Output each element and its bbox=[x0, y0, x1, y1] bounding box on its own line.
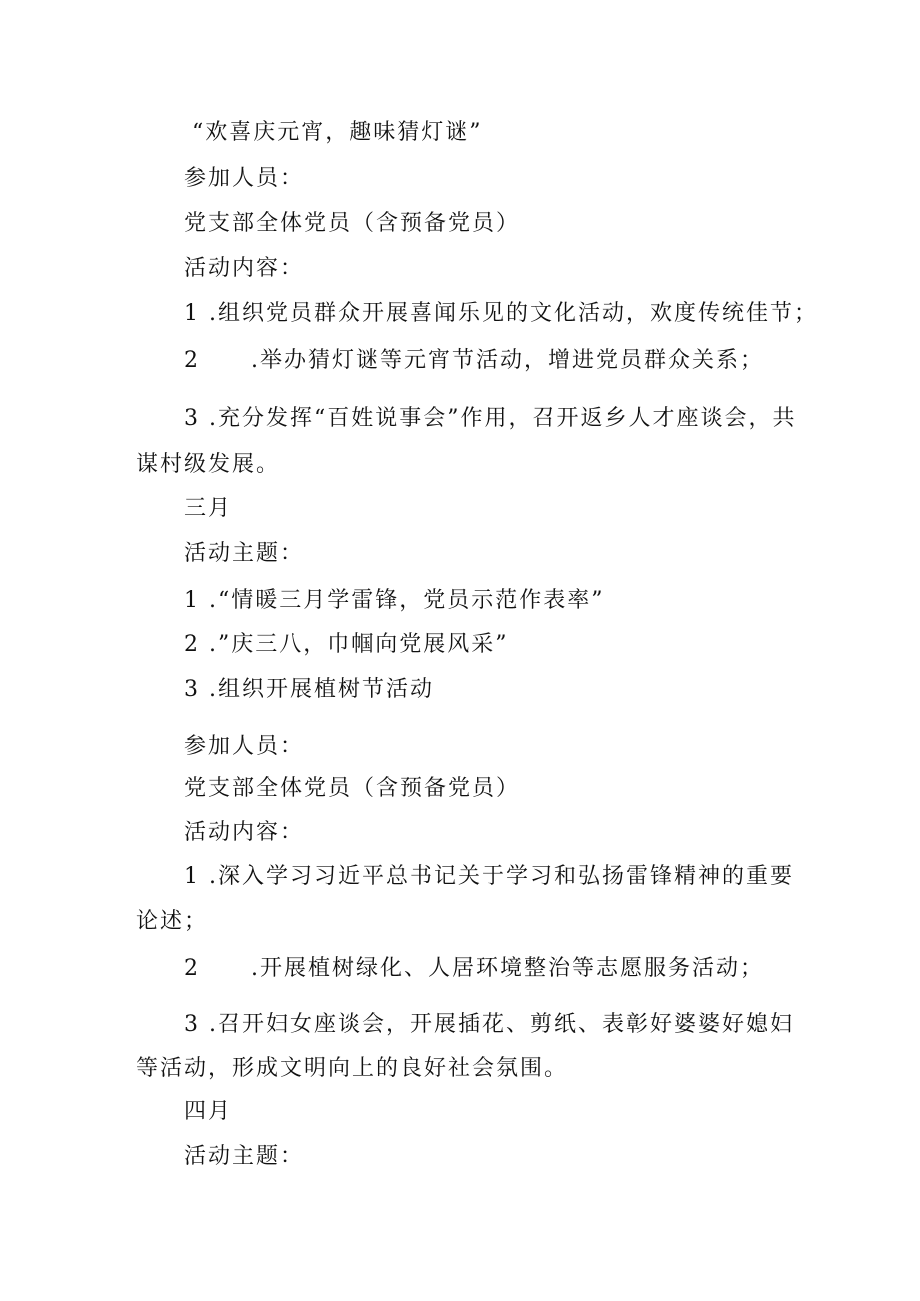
content-item-2 bbox=[184, 348, 764, 374]
march-content-item-1-continued: 论述； bbox=[136, 909, 209, 934]
month-march-heading: 三月 bbox=[184, 496, 233, 521]
content-heading: 活动内容： bbox=[184, 256, 305, 281]
march-content-item-1: 1 .深入学习习近平总书记关于学习和弘扬雷锋精神的重要 bbox=[184, 864, 794, 889]
content-item-3-continued: 谋村级发展。 bbox=[136, 452, 281, 477]
march-content-item-2-text: .开展植树绿化、人居环境整治等志愿服务活动； bbox=[251, 956, 764, 981]
march-content-item-2-number: 2 bbox=[184, 956, 200, 981]
content-heading-march: 活动内容： bbox=[184, 820, 305, 845]
theme-heading-april: 活动主题： bbox=[184, 1144, 305, 1169]
march-content-item-3: 3 .召开妇女座谈会，开展插花、剪纸、表彰好婆婆好媳妇 bbox=[184, 1012, 794, 1037]
march-content-item-3-continued: 等活动，形成文明向上的良好社会氛围。 bbox=[136, 1056, 569, 1081]
participants-heading-march: 参加人员： bbox=[184, 734, 305, 759]
activity-theme-title: “欢喜庆元宵，趣味猜灯谜” bbox=[192, 120, 483, 145]
content-item-3: 3 .充分发挥“百姓说事会”作用，召开返乡人才座谈会，共 bbox=[184, 406, 797, 431]
participants-text-march: 党支部全体党员（含预备党员） bbox=[184, 776, 521, 801]
theme-heading-march: 活动主题： bbox=[184, 541, 305, 566]
march-content-item-2 bbox=[184, 956, 764, 982]
content-item-1: 1 .组织党员群众开展喜闻乐见的文化活动，欢度传统佳节； bbox=[184, 301, 818, 326]
theme-item-2: 2 .”庆三八，巾帼向党展风采” bbox=[184, 632, 509, 657]
theme-item-1: 1 .“情暖三月学雷锋，党员示范作表率” bbox=[184, 588, 605, 613]
participants-text: 党支部全体党员（含预备党员） bbox=[184, 211, 521, 236]
participants-heading: 参加人员： bbox=[184, 166, 305, 191]
theme-item-3: 3 .组织开展植树节活动 bbox=[184, 677, 434, 702]
month-april-heading: 四月 bbox=[184, 1099, 233, 1124]
content-item-2-number: 2 bbox=[184, 348, 200, 373]
content-item-2-text: .举办猜灯谜等元宵节活动，增进党员群众关系； bbox=[251, 348, 764, 373]
